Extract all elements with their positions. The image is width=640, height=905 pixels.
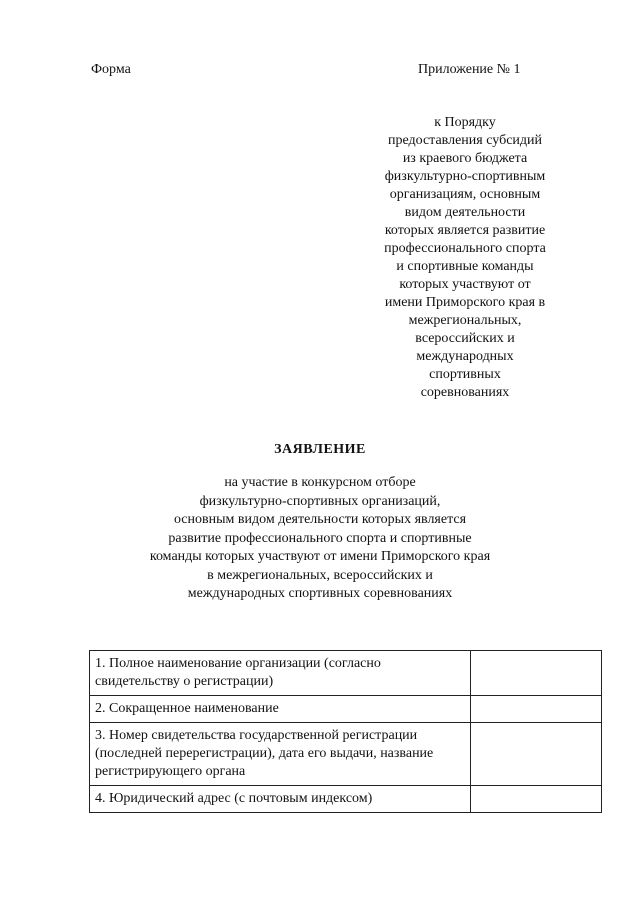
subtitle-line: на участие в конкурсном отборе: [224, 475, 416, 490]
row-label: 4. Юридический адрес (с почтовым индексом): [90, 786, 471, 813]
subtitle-line: в межрегиональных, всероссийских и: [207, 567, 433, 583]
appendix-line: из краевого бюджета: [402, 151, 528, 166]
document-title: ЗАЯВЛЕНИЕ: [274, 442, 366, 457]
appendix-line: которых является развитие: [384, 223, 546, 238]
appendix-line: которых участвуют от: [399, 277, 531, 292]
appendix-line: организациям, основным: [389, 187, 541, 202]
subtitle-line: физкультурно-спортивных организаций,: [199, 493, 441, 509]
appendix-line: соревнованиях: [420, 385, 510, 400]
appendix-line: и спортивные команды: [396, 259, 534, 274]
row-value-cell[interactable]: [471, 786, 602, 813]
appendix-number: Приложение № 1: [418, 62, 521, 77]
table-row: [90, 651, 602, 696]
appendix-line: к Порядку: [434, 115, 496, 130]
row-label: 2. Сокращенное наименование: [90, 696, 471, 723]
appendix-line: международных: [416, 349, 514, 364]
appendix-line: межрегиональных,: [408, 313, 522, 328]
appendix-line: всероссийских и: [415, 331, 515, 346]
appendix-description: [360, 114, 570, 402]
appendix-line: физкультурно-спортивным: [384, 169, 546, 184]
row-label: 3. Номер свидетельства государственной регистрации (последней перерегистрации), дата его выдачи, название регистрирующего органа: [90, 723, 471, 786]
application-table: [89, 650, 602, 813]
document-subtitle: [120, 474, 520, 604]
table-row: [90, 786, 602, 813]
appendix-line: видом деятельности: [404, 205, 526, 220]
subtitle-line: развитие профессионального спорта и спортивные: [168, 530, 472, 546]
row-label: 1. Полное наименование организации (согласно свидетельству о регистрации): [90, 651, 471, 696]
appendix-line: предоставления субсидий: [387, 133, 543, 148]
row-value-cell[interactable]: [471, 696, 602, 723]
table-row: [90, 696, 602, 723]
row-value-cell[interactable]: [471, 651, 602, 696]
subtitle-line: команды которых участвуют от имени Приморского края: [149, 549, 491, 564]
appendix-line: спортивных: [429, 367, 501, 382]
row-value-cell[interactable]: [471, 723, 602, 786]
appendix-line: имени Приморского края в: [384, 295, 546, 310]
appendix-line: профессионального спорта: [384, 241, 546, 256]
subtitle-line: основным видом деятельности которых является: [173, 512, 467, 527]
table-row: [90, 723, 602, 786]
subtitle-line: международных спортивных соревнованиях: [187, 586, 453, 601]
form-label: Форма: [91, 62, 131, 77]
